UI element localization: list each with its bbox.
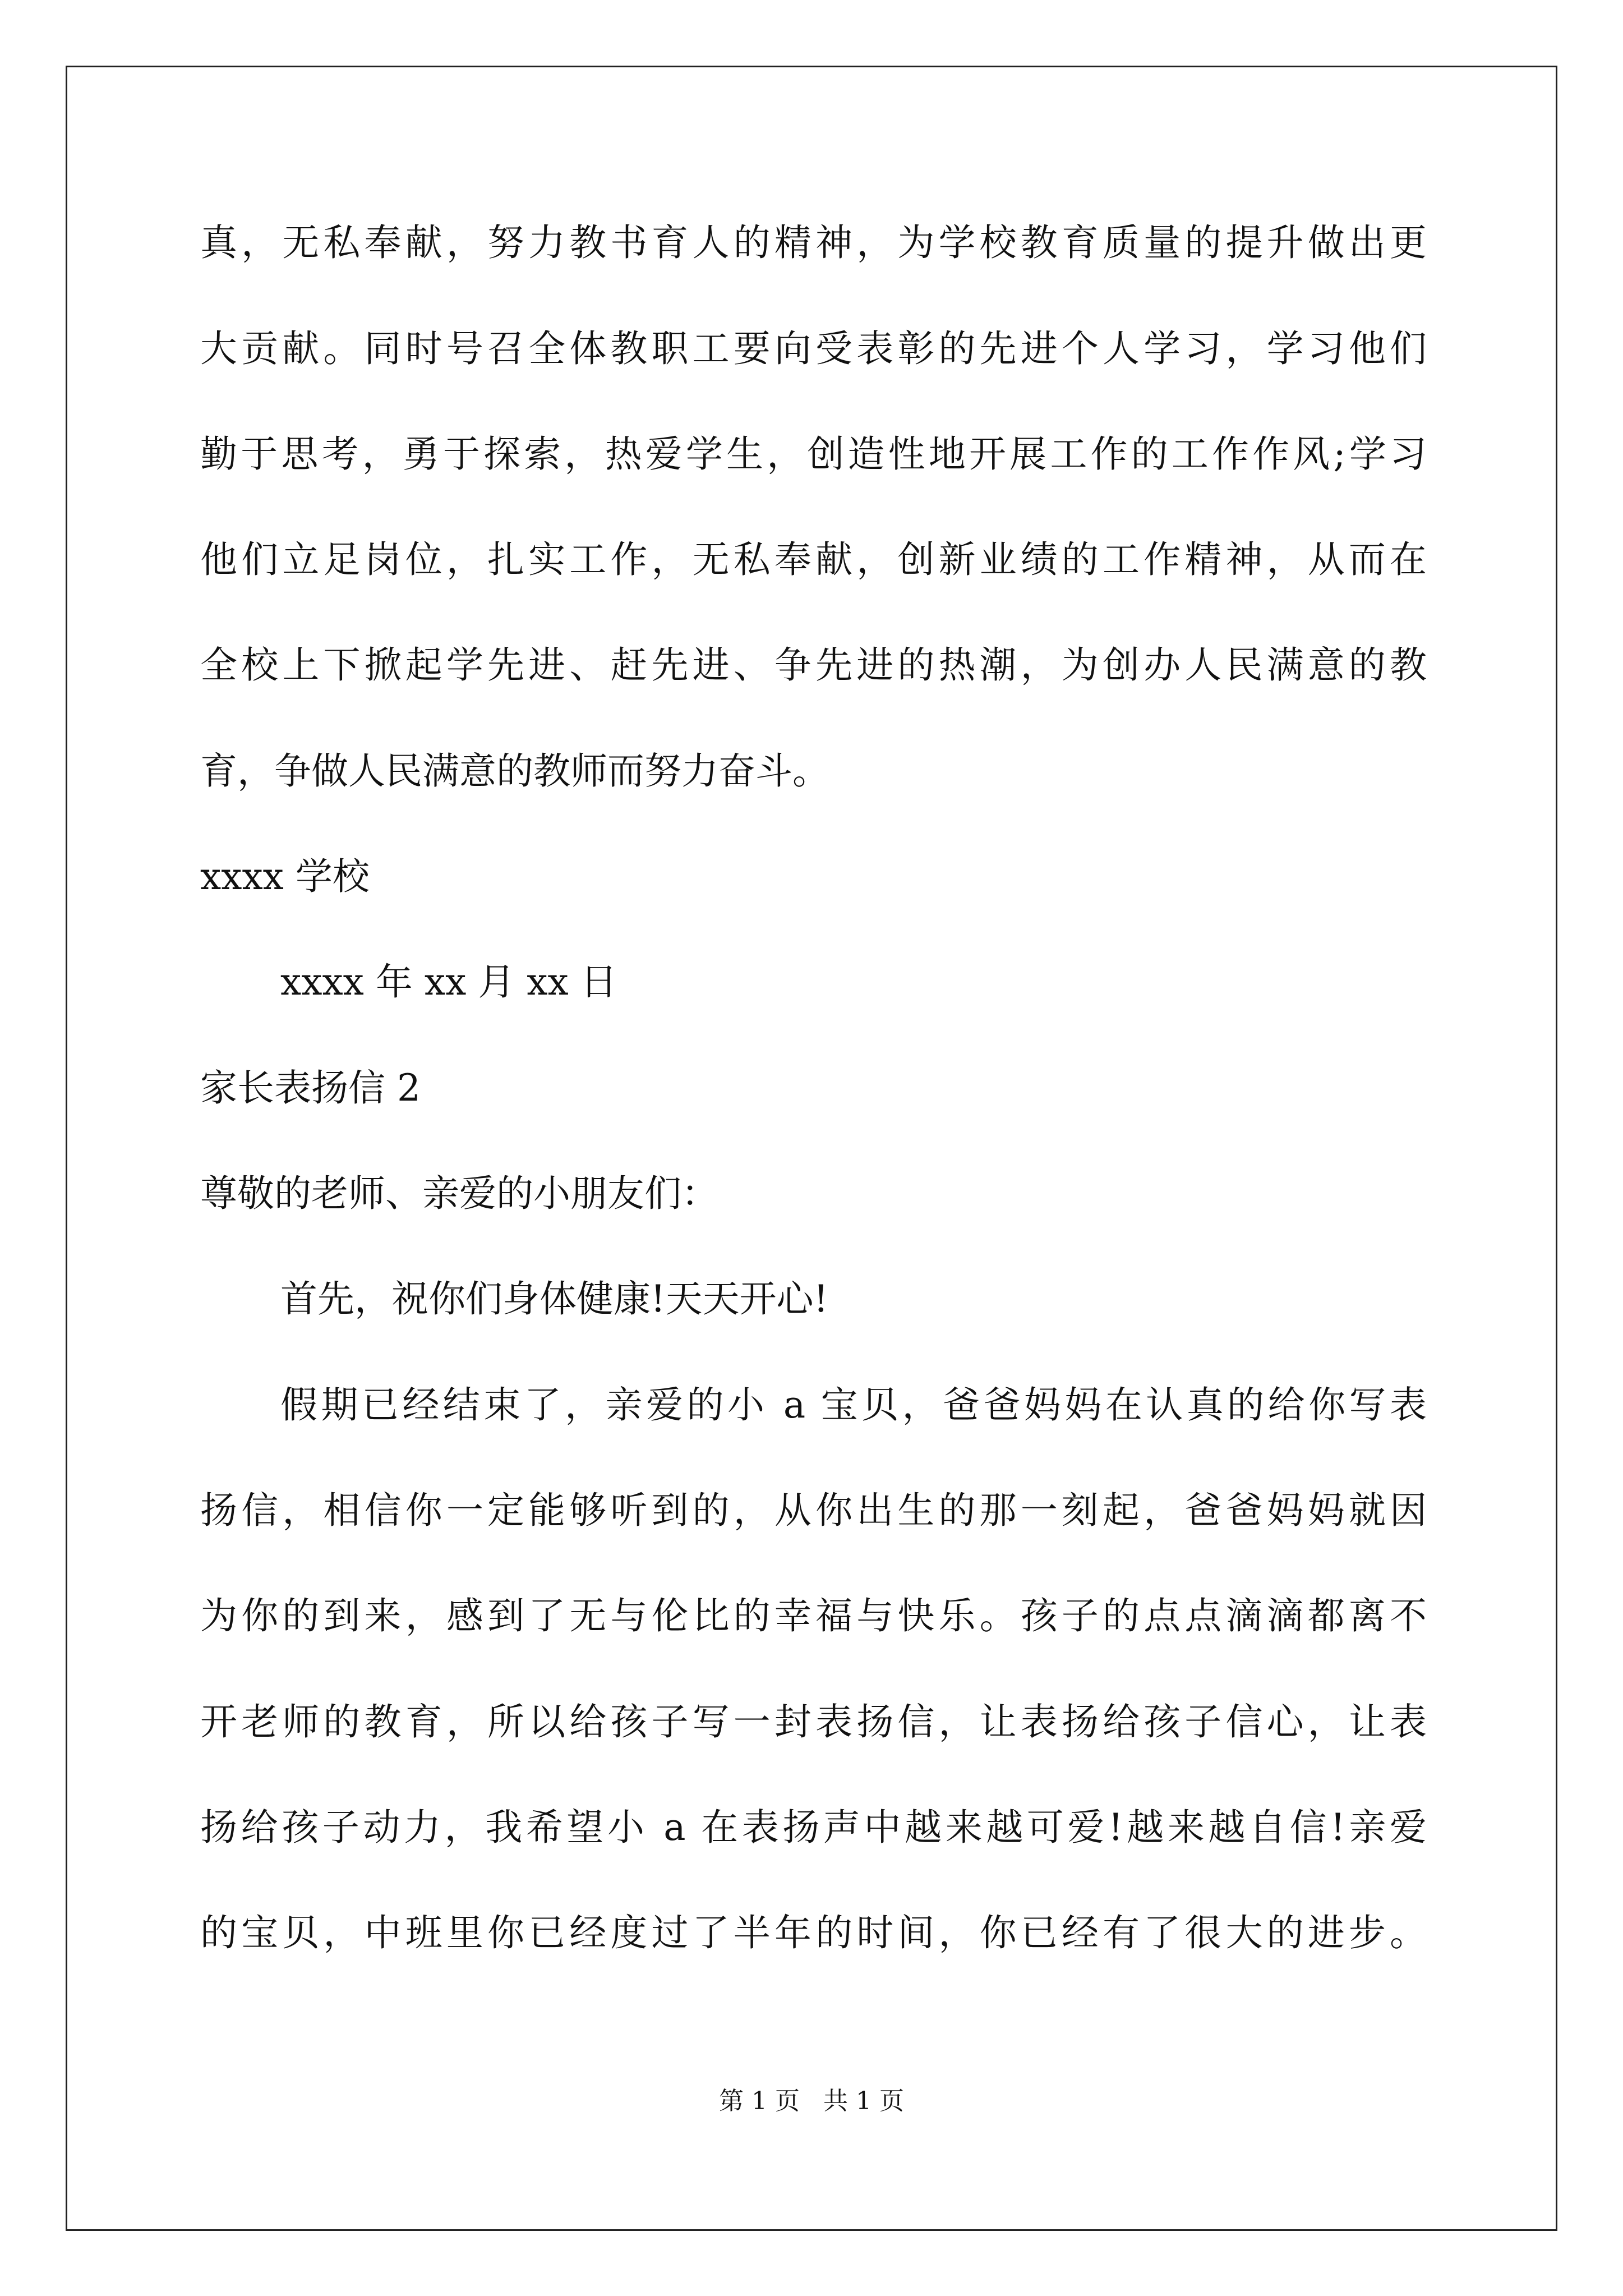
section-heading: 家长表扬信 2 bbox=[200, 1066, 421, 1110]
body-line: 他们立足岗位，扎实工作，无私奉献，创新业绩的工作精神，从而在 bbox=[200, 538, 1427, 581]
body-line: 勤于思考，勇于探索，热爱学生，创造性地开展工作的工作作风;学习 bbox=[200, 432, 1427, 476]
body-line: 育，争做人民满意的教师而努力奋斗。 bbox=[200, 749, 829, 793]
salutation: 尊敬的老师、亲爱的小朋友们： bbox=[200, 1172, 718, 1215]
signature-school: xxxx 学校 bbox=[200, 855, 370, 898]
body-line: 大贡献。同时号召全体教职工要向受表彰的先进个人学习，学习他们 bbox=[200, 327, 1427, 370]
body-line: 扬信，相信你一定能够听到的，从你出生的那一刻起，爸爸妈妈就因 bbox=[200, 1489, 1427, 1532]
body-line: 为你的到来，感到了无与伦比的幸福与快乐。孩子的点点滴滴都离不 bbox=[200, 1594, 1427, 1637]
page-border bbox=[66, 66, 1557, 2231]
signature-date: xxxx 年 xx 月 xx 日 bbox=[280, 960, 617, 1004]
body-line: 首先，祝你们身体健康!天天开心! bbox=[280, 1277, 829, 1320]
body-line: 开老师的教育，所以给孩子写一封表扬信，让表扬给孩子信心，让表 bbox=[200, 1700, 1427, 1743]
body-line: 的宝贝，中班里你已经度过了半年的时间，你已经有了很大的进步。 bbox=[200, 1911, 1427, 1954]
body-line: 全校上下掀起学先进、赶先进、争先进的热潮，为创办人民满意的教 bbox=[200, 643, 1427, 687]
body-line: 扬给孩子动力，我希望小 a 在表扬声中越来越可爱!越来越自信!亲爱 bbox=[200, 1806, 1427, 1849]
body-line: 真，无私奉献，努力教书育人的精神，为学校教育质量的提升做出更 bbox=[200, 221, 1427, 264]
page-number-footer: 第 1 页 共 1 页 bbox=[719, 2087, 904, 2115]
body-line: 假期已经结束了，亲爱的小 a 宝贝，爸爸妈妈在认真的给你写表 bbox=[280, 1383, 1427, 1427]
